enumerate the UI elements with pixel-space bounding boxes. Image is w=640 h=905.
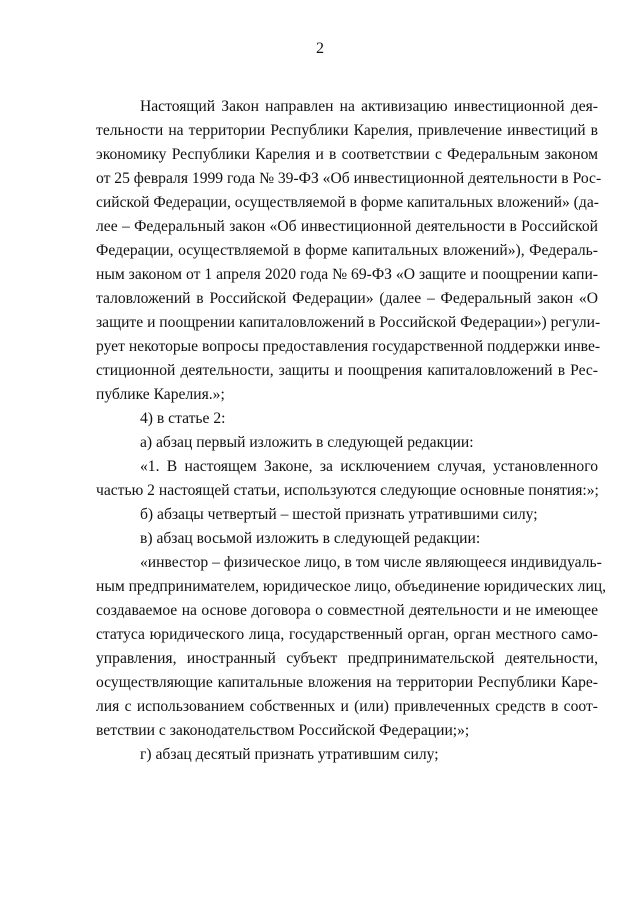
text-line: статуса юридического лица, государственный орган, орган местного само- [96,626,598,643]
text-line: защите и поощрении капиталовложений в Российской Федерации») регули- [96,314,601,331]
text-line: лия с использованием собственных и (или) привлеченных средств в соот- [96,698,598,715]
page-number: 2 [316,40,324,57]
text-line: тельности на территории Республики Карелия, привлечение инвестиций в [96,122,598,139]
text-line: «1. В настоящем Законе, за исключением случая, установленного [140,458,598,475]
text-line: в) абзац восьмой изложить в следующей редакции: [140,530,481,547]
text-line: ным законом от 1 апреля 2020 года № 69-ФЗ «О защите и поощрении капи- [96,266,598,283]
text-line: управления, иностранный субъект предпринимательской деятельности, [96,650,598,667]
text-line: частью 2 настоящей статьи, используются следующие основные понятия:»; [96,482,599,499]
text-line: б) абзацы четвертый – шестой признать утратившими силу; [140,506,538,523]
text-line: осуществляющие капитальные вложения на территории Республики Каре- [96,674,598,691]
text-line: г) абзац десятый признать утратившим силу; [140,746,439,763]
text-line: от 25 февраля 1999 года № 39-ФЗ «Об инвестиционной деятельности в Рос- [96,170,602,187]
text-line: а) абзац первый изложить в следующей редакции: [140,434,474,451]
text-line: Федерации, осуществляемой в форме капитальных вложений»), Федераль- [96,242,598,259]
text-line: стиционной деятельности, защиты и поощрения капиталовложений в Рес- [96,362,598,379]
text-line: «инвестор – физическое лицо, в том числе являющееся индивидуаль- [140,554,602,571]
text-line: 4) в статье 2: [140,410,226,427]
text-line: сийской Федерации, осуществляемой в форме капитальных вложений» (да- [96,194,599,211]
text-line: создаваемое на основе договора о совместной деятельности и не имеющее [96,602,598,619]
text-line: экономику Республики Карелия и в соответствии с Федеральным законом [96,146,598,163]
text-line: таловложений в Российской Федерации» (далее – Федеральный закон «О [96,290,598,307]
text-line: рует некоторые вопросы предоставления государственной поддержки инве- [96,338,601,355]
text-line: лее – Федеральный закон «Об инвестиционной деятельности в Российской [96,218,598,235]
text-line: Настоящий Закон направлен на активизацию инвестиционной дея- [140,98,598,115]
text-line: ным предпринимателем, юридическое лицо, объединение юридических лиц, [96,578,607,595]
text-line: публике Карелия.»; [96,386,225,403]
text-line: ветствии с законодательством Российской Федерации;»; [96,722,470,739]
